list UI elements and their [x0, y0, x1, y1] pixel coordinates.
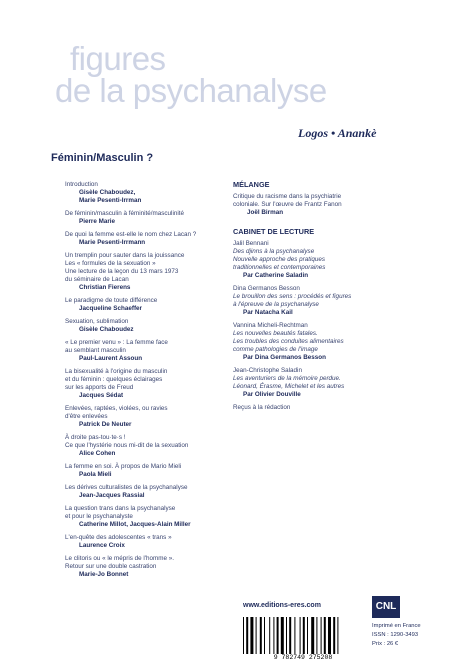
contents-entry [65, 505, 225, 529]
review-reviewer: Par Catherine Saladin [243, 272, 309, 279]
review-book-author: Vannina Micheli-Rechtman [233, 322, 308, 329]
cabinet-heading: CABINET DE LECTURE [233, 227, 315, 236]
entry-title: La bisexualité à l'origine du masculin et du féminin : quelques éclairages sur les apports de Freud [65, 368, 168, 391]
entry-author: Laurence Croix [79, 542, 125, 549]
review-book-author: Jean-Christophe Saladin [233, 367, 302, 374]
review-entry [233, 322, 393, 362]
issn: ISSN : 1290-3493 [372, 632, 419, 638]
review-entry [233, 367, 393, 399]
melange-heading: MÉLANGE [233, 180, 270, 189]
entry-author: Gisèle Chaboudez, Marie Pesenti-Irrman [79, 189, 142, 204]
review-book-title: Le brouillon des sens : procédés et figures à l'épreuve de la psychanalyse [233, 293, 352, 308]
contents-entry [65, 318, 225, 334]
contents-entry [65, 534, 225, 550]
review-reviewer: Par Dina Germanos Besson [243, 354, 326, 361]
publication-info [372, 622, 421, 649]
issue-theme: Féminin/Masculin ? [51, 152, 154, 164]
entry-author: Gisèle Chaboudez [79, 326, 134, 333]
melange-entry [233, 193, 393, 217]
entry-author: Alice Cohen [79, 450, 116, 457]
review-book-author: Dina Germanos Besson [233, 285, 300, 292]
journal-title-line1: figures [70, 40, 166, 77]
entry-author: Marie-Jo Bonnet [79, 571, 129, 578]
contents-entry [65, 434, 225, 458]
contents-entry [65, 555, 225, 579]
entry-title: L'en-quête des adolescentes « trans » [65, 534, 172, 541]
entry-title: La femme en soi. À propos de Mario Mieli [65, 463, 182, 470]
review-book-title: Les nouvelles beautés fatales. Les troubles des conduites alimentaires comme pathologies de l'image [233, 330, 344, 353]
contents-right-column [233, 181, 393, 417]
review-entry [233, 285, 393, 317]
entry-author: Patrick De Neuter [79, 421, 132, 428]
contents-entry [65, 484, 225, 500]
entry-title: Le clitoris ou « le mépris de l'homme ». Retour sur une double castration [65, 555, 174, 570]
entry-author: Joël Birman [247, 209, 284, 216]
entry-title: Critique du racisme dans la psychiatrie coloniale. Sur l'œuvre de Frantz Fanon [233, 193, 342, 208]
contents-entry [65, 181, 225, 205]
entry-author: Jacqueline Schaeffer [79, 305, 142, 312]
entry-author: Pierre Marie [79, 218, 116, 225]
entry-title: Un tremplin pour sauter dans la jouissance Les « formules de la sexuation » Une lecture de la leçon du 13 mars 1973 du séminaire de Lacan [65, 252, 185, 283]
cabinet-list [233, 240, 393, 399]
contents-entry [65, 339, 225, 363]
entry-author: Jacques Sédat [79, 392, 124, 399]
review-reviewer: Par Natacha Kail [243, 309, 293, 316]
contents-entry [65, 297, 225, 313]
entry-title: À droite pas-tou·te·s ! Ce que l'hystérie nous mi-dit de la sexuation [65, 434, 189, 449]
contents-entry [65, 252, 225, 292]
journal-title-line2: de la psychanalyse [55, 72, 327, 109]
printed-in: Imprimé en France [372, 623, 421, 629]
entry-title: Introduction [65, 181, 98, 188]
entry-author: Marie Pesenti-Irrmann [79, 239, 146, 246]
publisher-website: www.editions-eres.com [243, 602, 321, 609]
melange-list [233, 193, 393, 217]
contents-entry [65, 405, 225, 429]
review-reviewer: Par Olivier Douville [243, 391, 301, 398]
contents-entry [65, 368, 225, 400]
entry-title: « Le premier venu » : La femme face au semblant masculin [65, 339, 168, 354]
entry-title: De quoi la femme est-elle le nom chez Lacan ? [65, 231, 197, 238]
received-note: Reçus à la rédaction [233, 404, 291, 411]
entry-author: Christian Fierens [79, 284, 131, 291]
journal-subtitle: Logos • Anankè [298, 126, 377, 140]
entry-title: De féminin/masculin à féminité/masculinité [65, 210, 184, 217]
contents-entry [65, 210, 225, 226]
entry-author: Jean-Jacques Rassial [79, 492, 145, 499]
review-entry [233, 240, 393, 280]
entry-title: Les dérives culturalistes de la psychanalyse [65, 484, 188, 491]
contents-left-column [65, 181, 225, 584]
entry-author: Paola Mieli [79, 471, 112, 478]
cnl-logo: CNL [372, 596, 400, 618]
contents-entry [65, 231, 225, 247]
contents-entry [65, 463, 225, 479]
review-book-author: Jalil Bennani [233, 240, 269, 247]
entry-title: Enlevées, raptées, violées, ou ravies d'être enlevées [65, 405, 168, 420]
barcode-number: 9 782749 275208 [239, 654, 367, 661]
entry-title: Sexuation, sublimation [65, 318, 129, 325]
entry-title: Le paradigme de toute différence [65, 297, 158, 304]
review-book-title: Les aventuriers de la mémoire perdue. Léonard, Érasme, Michelet et les autres [233, 375, 345, 390]
entry-title: La question trans dans la psychanalyse et pour le psychanalyste [65, 505, 176, 520]
price: Prix : 26 € [372, 641, 399, 647]
review-book-title: Des djinns à la psychanalyse Nouvelle approche des pratiques traditionnelles et contemporaines [233, 248, 326, 271]
entry-author: Catherine Millot, Jacques-Alain Miller [79, 521, 191, 528]
entry-author: Paul-Laurent Assoun [79, 355, 143, 362]
